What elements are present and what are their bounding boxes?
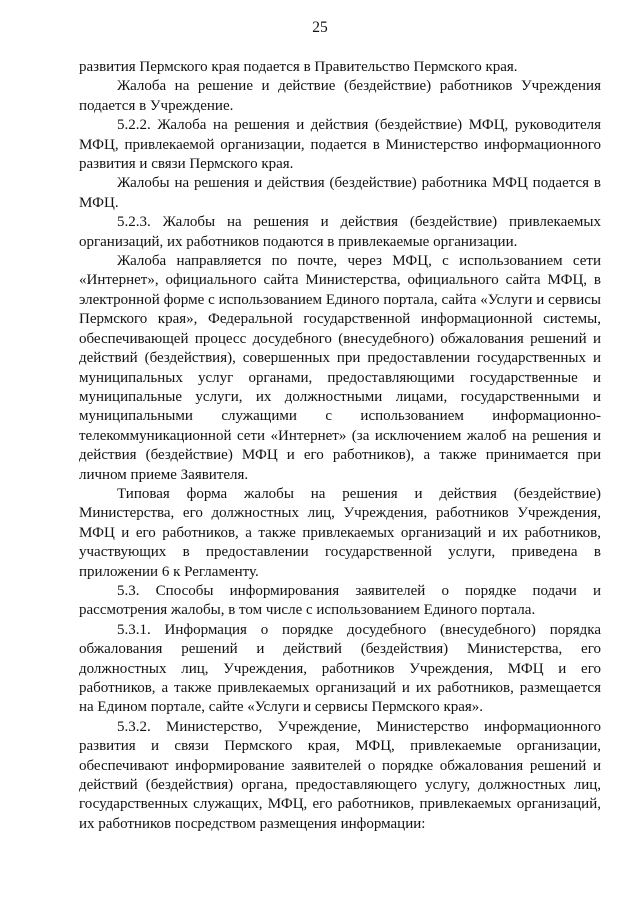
paragraph-5-3: 5.3. Способы информирования заявителей о порядке подачи и рассмотрения жалобы, в том числе с использованием Единого портала.: [79, 582, 601, 619]
paragraph-5-2-3: 5.2.3. Жалобы на решения и действия (бездействие) привлекаемых организаций, их работников подаются в привлекаемые организации.: [79, 214, 601, 250]
document-body: [79, 58, 601, 834]
paragraph-5-2-2: 5.2.2. Жалоба на решения и действия (бездействие) МФЦ, руководителя МФЦ, привлекаемой организации, подается в Министерство информационного развития и связи Пермского края.: [79, 117, 601, 173]
paragraph-5-3-2: 5.3.2. Министерство, Учреждение, Министерство информационного развития и связи Пермского края, МФЦ, привлекаемые организации, обеспечивают информирование заявителей о порядке обжалования решений и действий (бездействия) органа, предоставляющего услугу, должностных лиц, государственных служащих, МФЦ, его работников, привлекаемых организаций, их работников посредством размещения информации:: [79, 718, 601, 832]
paragraph-complaint-channels: Жалоба направляется по почте, через МФЦ, с использованием сети «Интернет», официального сайта Министерства, официального сайта МФЦ, в электронной форме с использованием Единого портала, сайта «Услуги и сервисы Пермского края», Федеральной государственной информационной системы, обеспечивающей процесс досудебного (внесудебного) обжалования решений и действий (бездействия), совершенных при предоставлении государственных и муниципальных услуг органами, предоставляющими государственные и муниципальные услуги, их должностными лицами, государственными и муниципальными служащими с использованием информационно-телекоммуникационной сети «Интернет» (за исключением жалоб на решения и действия (бездействие) МФЦ и его работников), а также принимается при личном приеме Заявителя.: [79, 253, 601, 483]
paragraph-continuation: развития Пермского края подается в Правительство Пермского края.: [79, 59, 518, 75]
paragraph-5-3-1: 5.3.1. Информация о порядке досудебного (внесудебного) порядка обжалования решений и действий (бездействия) Министерства, его должностных лиц, Учреждения, работников Учреждения, МФЦ и его работников, а также привлекаемых организаций и их работников, размещается на Едином портале, сайте «Услуги и сервисы Пермского края».: [79, 621, 601, 716]
paragraph-standard-form: Типовая форма жалобы на решения и действия (бездействие) Министерства, его должностных лиц, Учреждения, работников Учреждения, МФЦ и его работников, а также привлекаемых организаций и их работников, участвующих в предоставлении государственной услуги, приведена в приложении 6 к Регламенту.: [79, 485, 601, 580]
paragraph-complaint-institution: Жалоба на решение и действие (бездействие) работников Учреждения подается в Учреждение.: [79, 78, 601, 114]
page-number: 25: [312, 19, 328, 36]
paragraph-complaint-mfc-worker: Жалобы на решения и действия (бездействие) работника МФЦ подается в МФЦ.: [79, 175, 601, 211]
